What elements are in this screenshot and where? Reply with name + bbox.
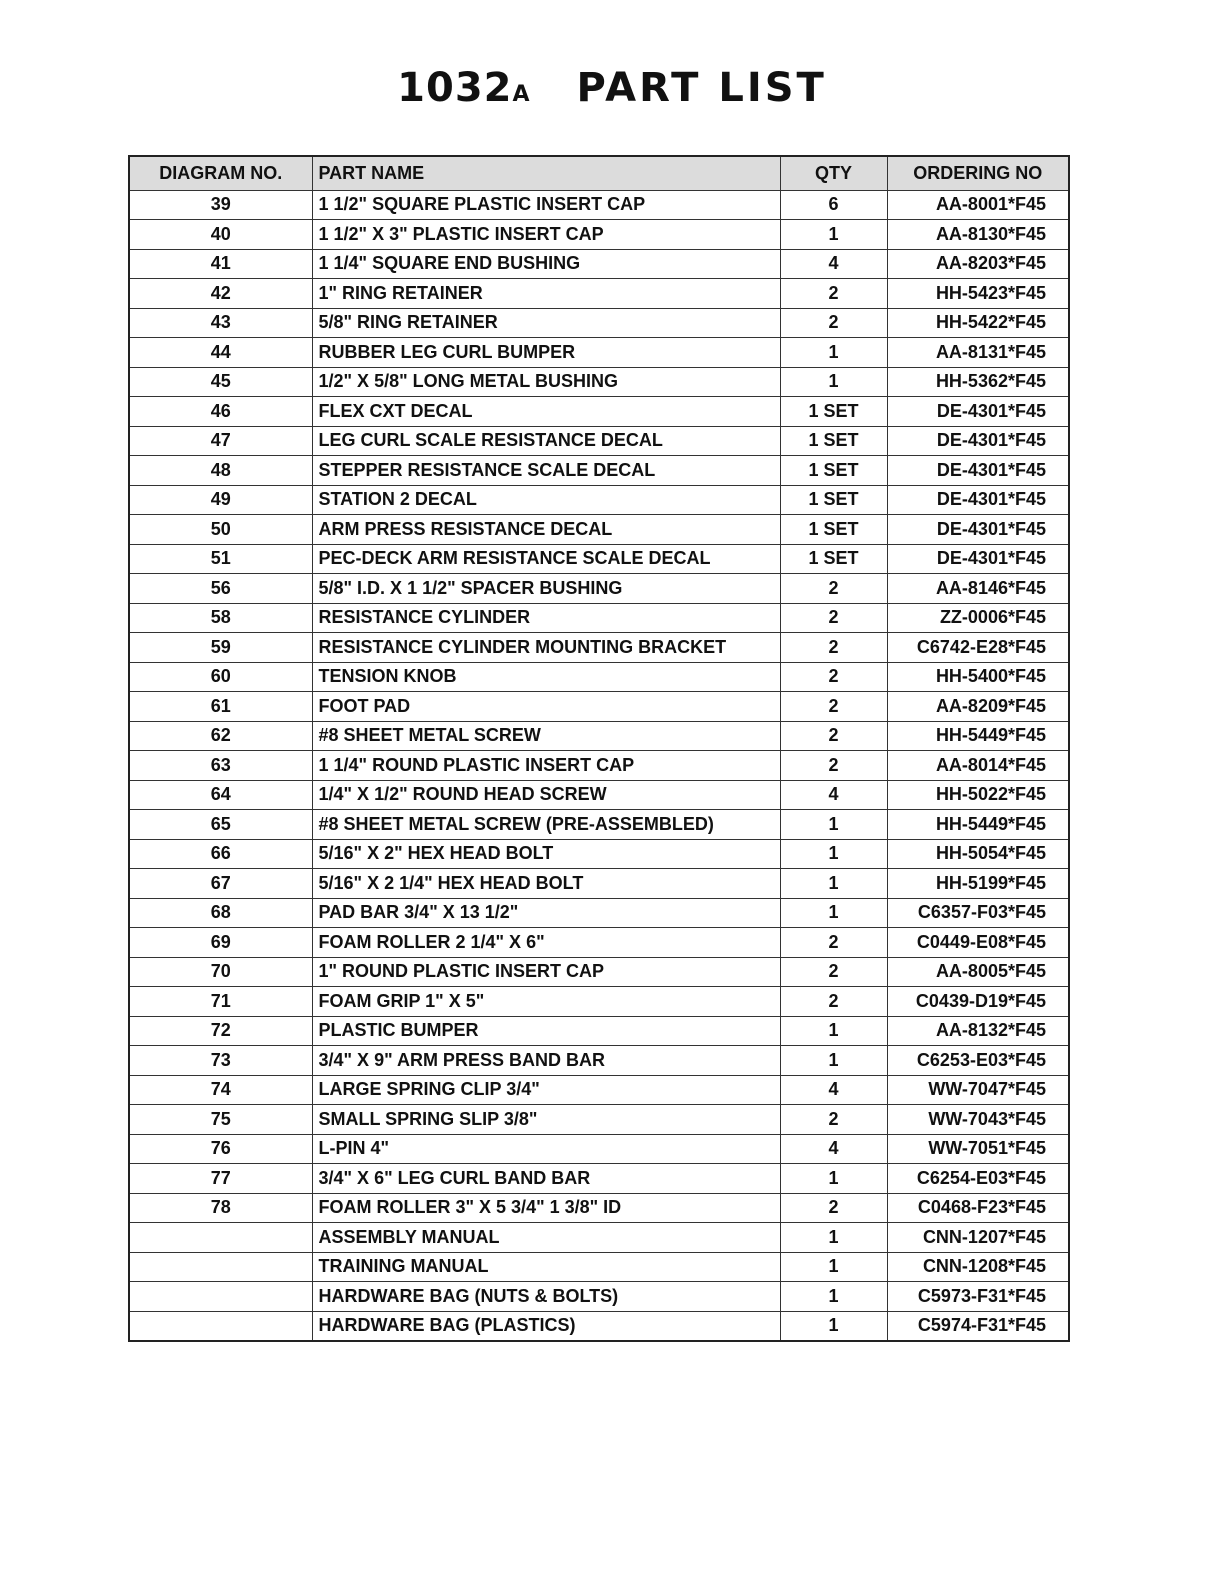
cell-ordering-no: AA-8131*F45 [887, 338, 1069, 368]
cell-part-name: RUBBER LEG CURL BUMPER [312, 338, 780, 368]
table-row [129, 426, 1069, 456]
table-row [129, 190, 1069, 220]
cell-ordering-no: ZZ-0006*F45 [887, 603, 1069, 633]
cell-diagram-no: 69 [129, 928, 312, 958]
cell-diagram-no: 59 [129, 633, 312, 663]
cell-qty: 4 [780, 1075, 887, 1105]
cell-part-name: 1/4" X 1/2" ROUND HEAD SCREW [312, 780, 780, 810]
cell-ordering-no: WW-7043*F45 [887, 1105, 1069, 1135]
header-diagram-no: DIAGRAM NO. [129, 156, 312, 190]
cell-part-name: #8 SHEET METAL SCREW [312, 721, 780, 751]
cell-ordering-no: AA-8146*F45 [887, 574, 1069, 604]
table-row [129, 1075, 1069, 1105]
cell-diagram-no: 77 [129, 1164, 312, 1194]
cell-diagram-no: 76 [129, 1134, 312, 1164]
cell-qty: 1 SET [780, 426, 887, 456]
cell-ordering-no: WW-7051*F45 [887, 1134, 1069, 1164]
table-row [129, 279, 1069, 309]
cell-part-name: 1 1/2" SQUARE PLASTIC INSERT CAP [312, 190, 780, 220]
cell-part-name: 1" ROUND PLASTIC INSERT CAP [312, 957, 780, 987]
cell-qty: 1 [780, 1046, 887, 1076]
cell-diagram-no: 75 [129, 1105, 312, 1135]
cell-diagram-no: 68 [129, 898, 312, 928]
table-row [129, 1193, 1069, 1223]
cell-part-name: 3/4" X 9" ARM PRESS BAND BAR [312, 1046, 780, 1076]
table-row [129, 662, 1069, 692]
table-row [129, 987, 1069, 1017]
cell-part-name: FOAM ROLLER 3" X 5 3/4" 1 3/8" ID [312, 1193, 780, 1223]
cell-ordering-no: DE-4301*F45 [887, 544, 1069, 574]
cell-part-name: 1 1/2" X 3" PLASTIC INSERT CAP [312, 220, 780, 250]
table-row [129, 839, 1069, 869]
cell-qty: 2 [780, 987, 887, 1017]
cell-part-name: LARGE SPRING CLIP 3/4" [312, 1075, 780, 1105]
cell-diagram-no: 50 [129, 515, 312, 545]
header-part-name: PART NAME [312, 156, 780, 190]
cell-qty: 1 SET [780, 397, 887, 427]
cell-part-name: PAD BAR 3/4" X 13 1/2" [312, 898, 780, 928]
cell-part-name: FLEX CXT DECAL [312, 397, 780, 427]
cell-ordering-no: WW-7047*F45 [887, 1075, 1069, 1105]
cell-ordering-no: HH-5449*F45 [887, 810, 1069, 840]
cell-ordering-no: HH-5022*F45 [887, 780, 1069, 810]
cell-part-name: HARDWARE BAG (PLASTICS) [312, 1311, 780, 1341]
cell-ordering-no: AA-8203*F45 [887, 249, 1069, 279]
cell-diagram-no: 42 [129, 279, 312, 309]
cell-part-name: 1 1/4" ROUND PLASTIC INSERT CAP [312, 751, 780, 781]
cell-ordering-no: C6253-E03*F45 [887, 1046, 1069, 1076]
cell-part-name: 3/4" X 6" LEG CURL BAND BAR [312, 1164, 780, 1194]
cell-part-name: HARDWARE BAG (NUTS & BOLTS) [312, 1282, 780, 1312]
cell-diagram-no: 45 [129, 367, 312, 397]
cell-part-name: TRAINING MANUAL [312, 1252, 780, 1282]
table-row [129, 869, 1069, 899]
cell-ordering-no: DE-4301*F45 [887, 426, 1069, 456]
cell-ordering-no: DE-4301*F45 [887, 397, 1069, 427]
cell-diagram-no [129, 1223, 312, 1253]
cell-ordering-no: DE-4301*F45 [887, 515, 1069, 545]
cell-part-name: ARM PRESS RESISTANCE DECAL [312, 515, 780, 545]
cell-qty: 1 [780, 1252, 887, 1282]
table-row [129, 485, 1069, 515]
table-row [129, 603, 1069, 633]
cell-qty: 4 [780, 1134, 887, 1164]
cell-qty: 1 [780, 839, 887, 869]
cell-ordering-no: AA-8209*F45 [887, 692, 1069, 722]
cell-diagram-no: 67 [129, 869, 312, 899]
cell-qty: 1 [780, 220, 887, 250]
page-title [0, 62, 1224, 114]
table-row [129, 928, 1069, 958]
cell-qty: 1 SET [780, 544, 887, 574]
cell-diagram-no: 51 [129, 544, 312, 574]
title-heading: PART LIST [576, 65, 827, 111]
cell-diagram-no: 65 [129, 810, 312, 840]
cell-diagram-no: 44 [129, 338, 312, 368]
table-header-row [129, 156, 1069, 190]
table-row [129, 1016, 1069, 1046]
cell-diagram-no: 46 [129, 397, 312, 427]
cell-part-name: 1" RING RETAINER [312, 279, 780, 309]
cell-part-name: TENSION KNOB [312, 662, 780, 692]
table-row [129, 308, 1069, 338]
cell-diagram-no [129, 1252, 312, 1282]
table-row [129, 1223, 1069, 1253]
cell-diagram-no: 43 [129, 308, 312, 338]
cell-ordering-no: HH-5362*F45 [887, 367, 1069, 397]
table-row [129, 574, 1069, 604]
cell-ordering-no: DE-4301*F45 [887, 456, 1069, 486]
table-row [129, 515, 1069, 545]
cell-ordering-no: C6742-E28*F45 [887, 633, 1069, 663]
cell-qty: 1 SET [780, 485, 887, 515]
cell-diagram-no [129, 1311, 312, 1341]
cell-ordering-no: C5974-F31*F45 [887, 1311, 1069, 1341]
cell-diagram-no: 49 [129, 485, 312, 515]
cell-ordering-no: AA-8014*F45 [887, 751, 1069, 781]
cell-part-name: FOAM GRIP 1" X 5" [312, 987, 780, 1017]
cell-qty: 1 [780, 810, 887, 840]
cell-part-name: 1/2" X 5/8" LONG METAL BUSHING [312, 367, 780, 397]
cell-diagram-no: 73 [129, 1046, 312, 1076]
cell-qty: 1 [780, 898, 887, 928]
cell-ordering-no: C0449-E08*F45 [887, 928, 1069, 958]
cell-ordering-no: HH-5449*F45 [887, 721, 1069, 751]
cell-ordering-no: HH-5400*F45 [887, 662, 1069, 692]
cell-ordering-no: C5973-F31*F45 [887, 1282, 1069, 1312]
cell-part-name: PLASTIC BUMPER [312, 1016, 780, 1046]
table-row [129, 456, 1069, 486]
cell-diagram-no: 58 [129, 603, 312, 633]
cell-diagram-no: 48 [129, 456, 312, 486]
cell-qty: 2 [780, 308, 887, 338]
cell-ordering-no: AA-8130*F45 [887, 220, 1069, 250]
table-row [129, 1134, 1069, 1164]
cell-diagram-no: 56 [129, 574, 312, 604]
cell-diagram-no: 39 [129, 190, 312, 220]
cell-ordering-no: HH-5423*F45 [887, 279, 1069, 309]
table-row [129, 1046, 1069, 1076]
cell-qty: 2 [780, 1105, 887, 1135]
cell-part-name: STEPPER RESISTANCE SCALE DECAL [312, 456, 780, 486]
cell-diagram-no: 71 [129, 987, 312, 1017]
header-qty: QTY [780, 156, 887, 190]
cell-qty: 2 [780, 662, 887, 692]
cell-diagram-no: 60 [129, 662, 312, 692]
parts-table-body [129, 190, 1069, 1341]
cell-ordering-no: CNN-1207*F45 [887, 1223, 1069, 1253]
cell-ordering-no: C6357-F03*F45 [887, 898, 1069, 928]
cell-part-name: 1 1/4" SQUARE END BUSHING [312, 249, 780, 279]
cell-qty: 4 [780, 780, 887, 810]
parts-table [128, 155, 1070, 1342]
cell-diagram-no: 40 [129, 220, 312, 250]
cell-part-name: RESISTANCE CYLINDER MOUNTING BRACKET [312, 633, 780, 663]
cell-qty: 1 [780, 1311, 887, 1341]
cell-part-name: PEC-DECK ARM RESISTANCE SCALE DECAL [312, 544, 780, 574]
cell-diagram-no: 66 [129, 839, 312, 869]
cell-qty: 2 [780, 957, 887, 987]
cell-part-name: ASSEMBLY MANUAL [312, 1223, 780, 1253]
cell-qty: 2 [780, 721, 887, 751]
cell-qty: 1 [780, 367, 887, 397]
cell-qty: 4 [780, 249, 887, 279]
table-row [129, 1252, 1069, 1282]
cell-qty: 1 [780, 869, 887, 899]
table-row [129, 338, 1069, 368]
table-row [129, 692, 1069, 722]
cell-part-name: 5/8" RING RETAINER [312, 308, 780, 338]
cell-part-name: RESISTANCE CYLINDER [312, 603, 780, 633]
cell-qty: 1 [780, 1223, 887, 1253]
cell-part-name: 5/16" X 2" HEX HEAD BOLT [312, 839, 780, 869]
table-row [129, 721, 1069, 751]
cell-qty: 1 [780, 1164, 887, 1194]
cell-part-name: FOOT PAD [312, 692, 780, 722]
cell-qty: 1 [780, 338, 887, 368]
cell-ordering-no: HH-5199*F45 [887, 869, 1069, 899]
table-row [129, 810, 1069, 840]
table-row [129, 544, 1069, 574]
model-suffix: A [512, 82, 531, 107]
cell-diagram-no: 64 [129, 780, 312, 810]
cell-diagram-no: 78 [129, 1193, 312, 1223]
cell-diagram-no: 74 [129, 1075, 312, 1105]
table-row [129, 220, 1069, 250]
cell-part-name: L-PIN 4" [312, 1134, 780, 1164]
cell-qty: 2 [780, 574, 887, 604]
cell-part-name: STATION 2 DECAL [312, 485, 780, 515]
table-row [129, 957, 1069, 987]
cell-ordering-no: AA-8132*F45 [887, 1016, 1069, 1046]
cell-ordering-no: DE-4301*F45 [887, 485, 1069, 515]
cell-ordering-no: C0468-F23*F45 [887, 1193, 1069, 1223]
table-row [129, 397, 1069, 427]
cell-qty: 1 SET [780, 456, 887, 486]
table-row [129, 249, 1069, 279]
table-row [129, 1105, 1069, 1135]
cell-ordering-no: C6254-E03*F45 [887, 1164, 1069, 1194]
cell-qty: 1 [780, 1282, 887, 1312]
table-row [129, 751, 1069, 781]
cell-qty: 2 [780, 633, 887, 663]
cell-ordering-no: C0439-D19*F45 [887, 987, 1069, 1017]
cell-part-name: LEG CURL SCALE RESISTANCE DECAL [312, 426, 780, 456]
model-number: 1032 [397, 65, 513, 111]
cell-qty: 2 [780, 603, 887, 633]
cell-ordering-no: HH-5422*F45 [887, 308, 1069, 338]
cell-qty: 1 SET [780, 515, 887, 545]
table-row [129, 1164, 1069, 1194]
table-row [129, 367, 1069, 397]
cell-part-name: 5/16" X 2 1/4" HEX HEAD BOLT [312, 869, 780, 899]
cell-qty: 2 [780, 279, 887, 309]
cell-qty: 2 [780, 928, 887, 958]
cell-diagram-no: 41 [129, 249, 312, 279]
cell-diagram-no [129, 1282, 312, 1312]
cell-qty: 2 [780, 1193, 887, 1223]
cell-qty: 1 [780, 1016, 887, 1046]
cell-part-name: 5/8" I.D. X 1 1/2" SPACER BUSHING [312, 574, 780, 604]
cell-diagram-no: 62 [129, 721, 312, 751]
cell-diagram-no: 61 [129, 692, 312, 722]
cell-diagram-no: 63 [129, 751, 312, 781]
table-row [129, 633, 1069, 663]
cell-qty: 2 [780, 692, 887, 722]
cell-diagram-no: 47 [129, 426, 312, 456]
table-row [129, 780, 1069, 810]
header-ordering-no: ORDERING NO [887, 156, 1069, 190]
cell-diagram-no: 70 [129, 957, 312, 987]
cell-qty: 2 [780, 751, 887, 781]
cell-ordering-no: AA-8005*F45 [887, 957, 1069, 987]
cell-ordering-no: AA-8001*F45 [887, 190, 1069, 220]
cell-ordering-no: HH-5054*F45 [887, 839, 1069, 869]
table-row [129, 1311, 1069, 1341]
cell-part-name: FOAM ROLLER 2 1/4" X 6" [312, 928, 780, 958]
cell-part-name: #8 SHEET METAL SCREW (PRE-ASSEMBLED) [312, 810, 780, 840]
cell-part-name: SMALL SPRING SLIP 3/8" [312, 1105, 780, 1135]
cell-qty: 6 [780, 190, 887, 220]
table-row [129, 898, 1069, 928]
table-row [129, 1282, 1069, 1312]
cell-diagram-no: 72 [129, 1016, 312, 1046]
cell-ordering-no: CNN-1208*F45 [887, 1252, 1069, 1282]
